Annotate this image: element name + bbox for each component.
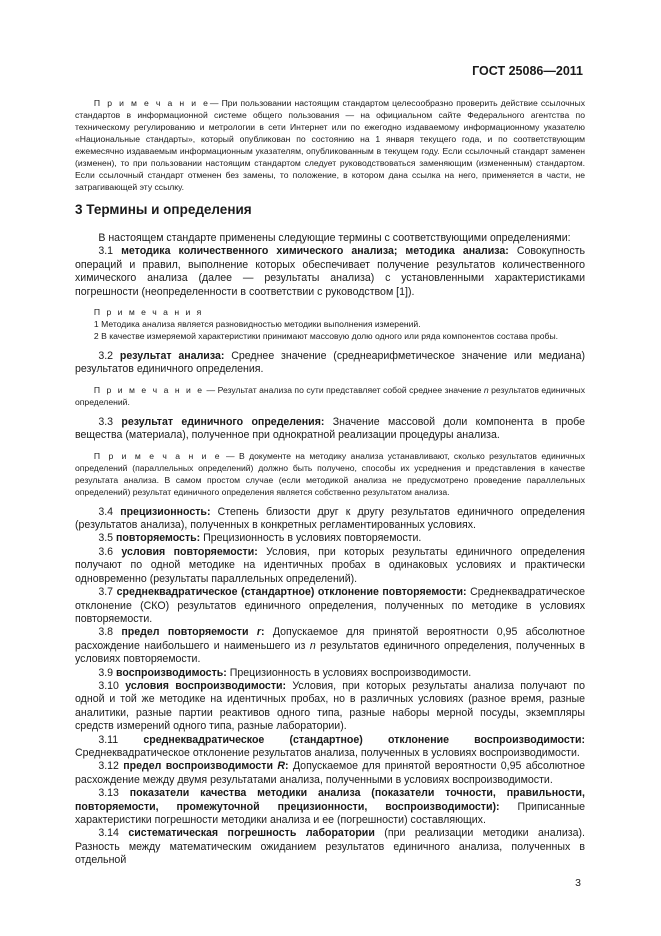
note-variable: n	[483, 384, 489, 395]
term-number: 3.1	[98, 245, 114, 258]
term-number: 3.2	[98, 350, 114, 363]
term-3-12	[75, 760, 585, 787]
term-3-4	[75, 506, 585, 533]
term-variable: R	[277, 760, 286, 773]
term-definition: Условия, при которых результаты анализа получают по одной и той же методике на идентичных пробах, но в различных условиях (разное время, разные аналитики, разные партии реактивов одного типа, разные наборы мерной посуды, экземпляры средств измерений одного типа, разные лаборатории).	[75, 679, 585, 733]
term-name: среднеквадратическое (стандартное) отклонение воспроизводимости:	[143, 733, 585, 746]
term-3-14	[75, 827, 585, 867]
note-text: — Результат анализа по сути представляет собой среднее значение	[204, 384, 484, 395]
term-number: 3.9	[98, 666, 114, 679]
page-number: 3	[575, 877, 581, 889]
term-3-1	[75, 245, 585, 299]
term-name: повторяемость:	[116, 532, 201, 545]
term-name: методика количественного химического анализа; методика анализа:	[121, 245, 509, 258]
term-3-9	[75, 667, 585, 680]
term-definition: Среднее значение (среднеарифметическое значение или медиана) результатов единичного определения.	[75, 350, 585, 376]
term-variable: r	[256, 626, 261, 639]
term-definition: Совокупность операций и правил, выполнение которых обеспечивает получение результатов количественного химического анализа (далее — результаты анализа) с установленными характеристиками погрешности (неопределенности в соответствии с руководством [1]).	[75, 245, 585, 298]
term-name: результат анализа:	[119, 350, 225, 363]
document-id-header: ГОСТ 25086—2011	[472, 64, 583, 78]
references-note	[75, 97, 585, 193]
term-name: среднеквадратическое (стандартное) отклонение повторяемости:	[116, 586, 467, 599]
term-number: 3.8	[98, 626, 114, 639]
term-number: 3.4	[98, 505, 114, 518]
term-definition: Среднеквадратическое отклонение (СКО) результатов единичного определения, полученных по методике в условиях повторяемости.	[75, 586, 585, 625]
term-3-6	[75, 546, 585, 586]
term-number: 3.10	[98, 679, 119, 692]
term-number: 3.3	[98, 415, 114, 428]
term-name: прецизионность:	[120, 505, 211, 518]
term-3-7	[75, 586, 585, 626]
term-number: 3.6	[98, 545, 114, 558]
term-name: воспроизводимость:	[116, 666, 227, 679]
term-name: условия повторяемости:	[121, 545, 258, 558]
term-name: предел повторяемости	[121, 626, 257, 639]
term-number: 3.5	[98, 532, 114, 545]
term-3-11	[75, 734, 585, 761]
term-3-3	[75, 416, 585, 443]
note-text-end: результатов единичных определений.	[75, 384, 586, 407]
term-3-13	[75, 787, 585, 827]
term-3-5	[75, 532, 585, 545]
note-3-3	[75, 450, 585, 498]
note-paragraph	[75, 97, 585, 193]
term-definition: Степень близости друг к другу результатов единичного определения (результатов анализа), полученных в конкретных регламентированных условиях.	[75, 505, 585, 532]
term-number: 3.12	[98, 760, 119, 773]
term-definition: (при реализации методики анализа). Разность между математическим ожиданием результатов единичного анализа, полученных в отдельной	[75, 827, 585, 867]
term-definition: Допускаемое для принятой вероятности 0,95 абсолютное расхождение наибольшего и наименьшего из	[75, 626, 585, 652]
section-body	[75, 232, 585, 868]
definition-variable: n	[309, 639, 316, 652]
section-title: 3 Термины и определения	[75, 202, 252, 217]
term-name: показатели качества методики анализа (показатели точности, правильности, повторяемости, промежуточной прецизионности, воспроизводимости):	[75, 787, 585, 813]
term-3-8	[75, 626, 585, 666]
term-colon: :	[260, 626, 265, 639]
term-name: систематическая погрешность лаборатории	[128, 827, 375, 840]
term-name: условия воспроизводимости:	[125, 679, 287, 692]
section-intro: В настоящем стандарте применены следующие термины с соответствующими определениями:	[98, 232, 571, 244]
term-definition: Допускаемое для принятой вероятности 0,95 абсолютное расхождение между двумя результатами анализа, полученными в условиях воспроизводимости.	[75, 760, 585, 786]
term-definition: Прецизионность в условиях воспроизводимости.	[226, 666, 472, 679]
section-3	[75, 202, 585, 217]
note-text: — При пользовании настоящим стандартом целесообразно проверить действие ссылочных стандартов в информационной системе общего пользования — на официальном сайте Федерального агентства по техническому регулированию и метрологии в сети Интернет или по ежегодно издаваемому информационному указателю «Национальные стандарты», который опубликован по состоянию на 1 января текущего года, и по соответствующим ежемесячно издаваемым информационным указателям, опубликованным в текущем году. Если ссылочный стандарт заменен (изменен), то при пользовании настоящим стандартом следует руководствоваться заменяющим (измененным) стандартом. Если ссылочный стандарт отменен без замены, то положение, в котором дана ссылка на него, применяется в части, не затрагивающей эту ссылку.	[75, 98, 585, 192]
term-definition: Прецизионность в условиях повторяемости.	[200, 532, 422, 545]
term-definition-end: результатов единичного определения, полученных в условиях повторяемости.	[75, 639, 585, 666]
term-definition: Приписанные характеристики погрешности методики анализа и ее (погрешности) составляющих.	[75, 800, 585, 826]
term-colon: :	[285, 760, 289, 773]
note-text: — В документе на методику анализа устанавливают, сколько результатов единичных определений (параллельных определений) должно быть получено, способы их усреднения и представления в качестве результата анализа. В самом простом случае (если методикой анализа не предусмотрено проведение параллельных определений) результат единичного определения является собственно результатом анализа.	[75, 450, 585, 497]
note-2: 2 В качестве измеряемой характеристики принимают массовую долю одного или ряда компонентов состава пробы.	[93, 331, 559, 342]
term-definition: Значение массовой доли компонента в пробе вещества (материала), полученное при однократной реализации процедуры анализа.	[75, 415, 585, 442]
term-number: 3.7	[98, 586, 114, 599]
note-label: П р и м е ч а н и е	[93, 384, 205, 395]
term-3-10	[75, 680, 585, 734]
note-3-2	[75, 384, 585, 408]
term-name: результат единичного определения:	[121, 415, 325, 428]
term-number: 3.14	[98, 827, 119, 840]
term-3-2	[75, 350, 585, 377]
notes-label: П р и м е ч а н и я	[93, 307, 204, 318]
term-definition: Условия, при которых результаты единичного определения получают по одной методике на идентичных пробах в одинаковых условиях и практически одновременно (результаты параллельных определений).	[75, 545, 585, 585]
note-label: П р и м е ч а н и е	[93, 98, 210, 108]
note-1: 1 Методика анализа является разновидностью методики выполнения измерений.	[93, 319, 421, 330]
note-label: П р и м е ч а н и е	[93, 450, 222, 461]
term-number: 3.13	[98, 787, 119, 800]
term-name: предел воспроизводимости	[123, 760, 278, 773]
term-definition: Среднеквадратическое отклонение результатов анализа, полученных в условиях воспроизводимости.	[75, 746, 580, 759]
term-number: 3.11	[98, 733, 119, 746]
